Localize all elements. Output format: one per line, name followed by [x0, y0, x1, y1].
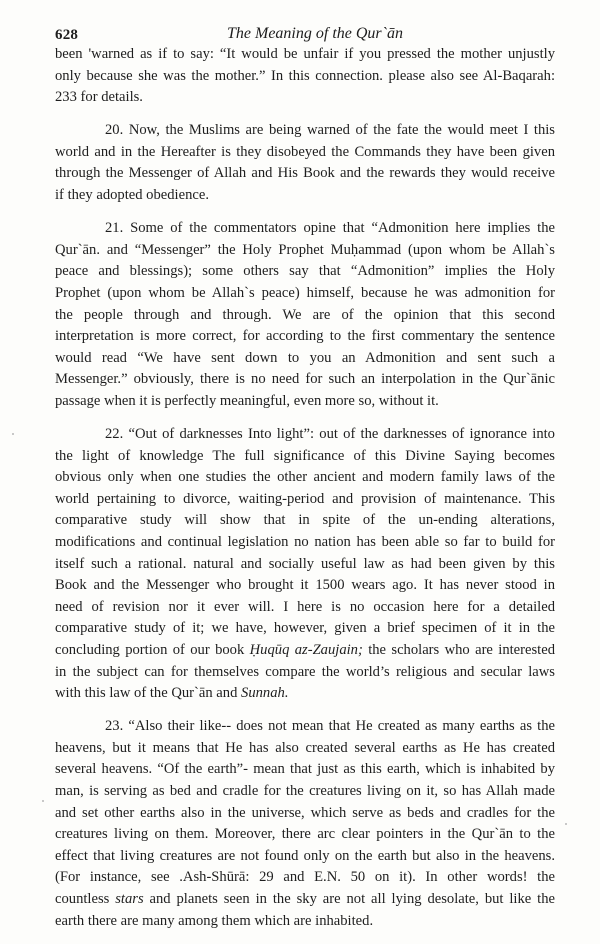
text-line [55, 218, 555, 240]
text-line: effect that living creatures are not found only on the earth but also in the heavens. [55, 847, 555, 864]
note-text: “Out of darknesses Into light”: out of the darknesses of ignorance into [128, 426, 555, 442]
text-line: Messenger.” obviously, there is no need for such an interpolation in the Qur`ānic [55, 371, 555, 388]
text-line: earth there are many among them which are inhabited. [55, 912, 374, 929]
italic-term: stars [115, 890, 144, 907]
note-23 [55, 716, 555, 932]
text-line: been 'warned as if to say: “It would be unfair if you pressed the mother unjustly [55, 46, 555, 62]
text-line: if they adopted obedience. [55, 187, 209, 204]
text-line: in the subject can for themselves compare the world’s religious and secular laws [55, 663, 555, 680]
scan-speck [42, 800, 44, 802]
note-number: 20. [105, 122, 124, 139]
scan-speck [12, 433, 14, 435]
text-line: obvious only when one studies the other ancient and modern family laws of the [55, 469, 555, 486]
text-line [55, 716, 555, 738]
text-line: (For instance, see .Ash-Shūrā: 29 and E.N. 50 on it). In other words! the [55, 869, 555, 886]
text-segment: countless [55, 890, 116, 907]
text-line: through the Messenger of Allah and His Book and the rewards they would receive [55, 165, 555, 182]
text-line: modifications and continual legislation no nation has been able so far to build for [55, 533, 555, 550]
text-line: world and in the Hereafter is they disobeyed the Commands they have been given [55, 143, 555, 160]
note-text: Now, the Muslims are being warned of the fate the would meet I this [128, 122, 555, 139]
text-line: peace and blessings); some others say that “Admonition” implies the Holy [55, 263, 555, 280]
note-number: 22. [105, 426, 124, 442]
text-line: Prophet (upon whom be Allah`s peace) himself, because he was admonition for [55, 284, 555, 301]
note-21 [55, 218, 555, 412]
note-text: “Also their like-- does not mean that He created as many earths as the [128, 718, 555, 735]
text-line [55, 120, 555, 142]
text-line [55, 640, 555, 662]
text-line: would read “We have sent down to you an Admonition and sent such a [55, 349, 555, 366]
note-20 [55, 120, 555, 206]
text-line: comparative study of it; we have, however, given a brief specimen of it in the [55, 620, 555, 637]
text-line: 233 for details. [55, 89, 143, 106]
note-text: Some of the commentators opine that “Admonition here implies the [130, 220, 555, 237]
note-22 [55, 424, 555, 705]
book-title: Ḥuqūq az-Zaujain; [249, 641, 363, 658]
text-line: passage when it is perfectly meaningful, even more so, without it. [55, 392, 439, 409]
text-line [55, 889, 555, 911]
text-line [55, 424, 555, 446]
text-line [55, 683, 555, 705]
text-line: interpretation is more correct, for according to the first commentary the sentence [55, 328, 555, 345]
running-title: The Meaning of the Qur`ān [227, 25, 403, 42]
note-number: 23. [105, 718, 124, 735]
text-segment: concluding portion of our book [55, 641, 250, 658]
text-line: itself such a rational. natural and socially useful law as had been given by this [55, 555, 555, 572]
text-line: and set other earths also in the universe, which serve as beds and cradles for the [55, 804, 555, 821]
text-line: several heavens. “Of the earth”- mean that just as this earth, which is inhabited by [55, 761, 555, 778]
text-line: world pertaining to divorce, waiting-period and provision of maintenance. This [55, 490, 555, 507]
text-line: the people through and through. We are of the opinion that this second [55, 306, 555, 323]
text-line: comparative study will show that in spite of the un-ending alterations, [55, 512, 555, 529]
page-body [55, 44, 555, 944]
text-line: creatures living on them. Moreover, there arc clear pointers in the Qur`ān to the [55, 826, 555, 843]
scan-speck [565, 823, 567, 825]
italic-term: Sunnah. [241, 685, 289, 702]
text-line: the light of knowledge The full significance of this Divine Saying becomes [55, 447, 555, 464]
text-line: Book and the Messenger who brought it 1500 wears ago. It has never stood in [55, 577, 555, 594]
note-number: 21. [105, 220, 124, 237]
text-segment: with this law of the Qur`ān and [55, 685, 242, 702]
text-segment: the scholars who are interested [362, 641, 555, 658]
paragraph-continuation [55, 44, 555, 109]
text-line: Qur`ān. and “Messenger” the Holy Prophet Muḥammad (upon whom be Allah`s [55, 241, 555, 258]
text-line: man, is serving as bed and cradle for the creatures living on it, so has Allah made [55, 783, 555, 799]
text-line: only because she was the mother.” In this connection. please also see Al-Baqarah: [55, 67, 555, 84]
text-line: need of revision nor it ever will. I here is no occasion here for a detailed [55, 598, 555, 615]
text-segment: and planets seen in the sky are not all lying desolate, but like the [143, 890, 556, 907]
page-number: 628 [55, 27, 79, 43]
text-line: heavens, but it means that He has also created several earths as He has created [55, 739, 555, 756]
